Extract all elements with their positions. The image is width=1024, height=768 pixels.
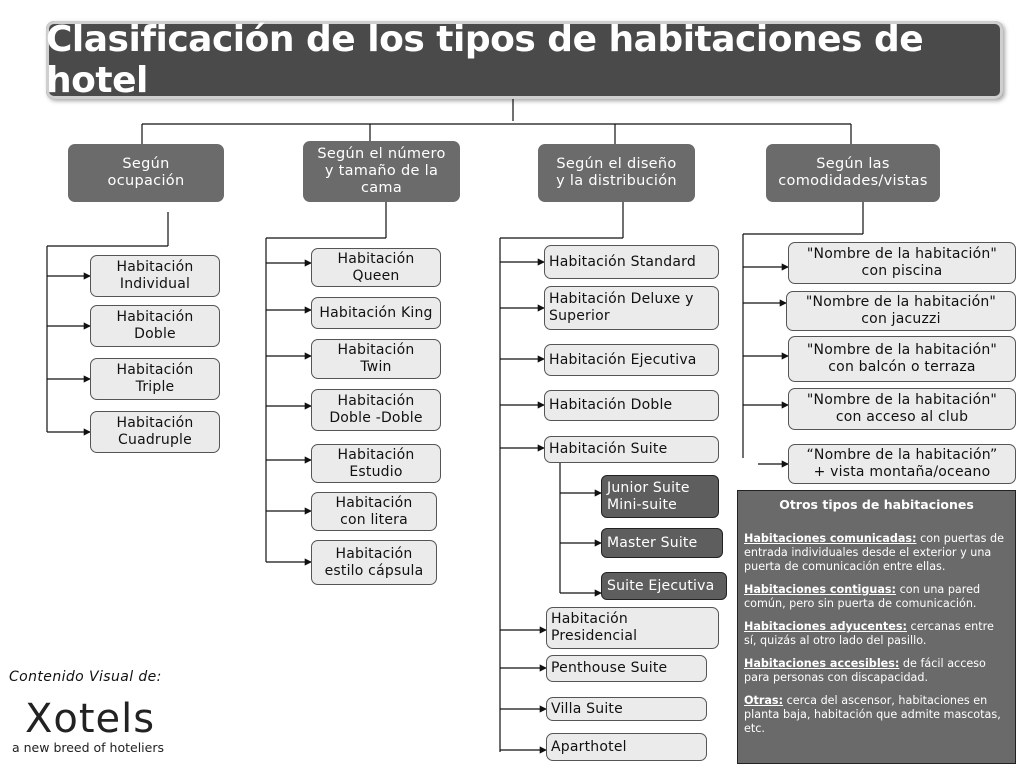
room-type-item: Villa Suite [546,697,707,721]
room-type-item: Habitación Individual [90,255,220,297]
room-type-item: Habitación Ejecutiva [544,344,719,376]
room-type-item: "Nombre de la habitación" con acceso al club [788,388,1016,430]
room-type-item: Habitación Deluxe y Superior [544,286,719,330]
room-type-item: Habitación Estudio [311,444,441,483]
page-title: Clasificación de los tipos de habitaciones de hotel [46,21,1003,99]
other-room-type-entry [744,694,1009,736]
room-type-item: Habitación Doble -Doble [311,389,441,431]
brand-logo: Xotels [25,696,156,742]
room-type-item: Aparthotel [546,733,707,761]
suite-subtype-item: Junior Suite Mini-suite [601,475,719,518]
category-ocupacion: Según ocupación [68,144,224,202]
other-room-type-entry [744,532,1009,574]
other-room-type-term: Habitaciones adyucentes: [744,620,907,633]
room-type-item: Habitación Doble [544,390,719,421]
room-type-item: Habitación estilo cápsula [311,540,437,585]
other-room-type-desc: con una pared común, pero sin puerta de comunicación. [744,583,981,610]
other-room-type-desc: cerca del ascensor, habitaciones en planta baja, habitación que admite mascotas, etc. [744,694,1001,735]
credit-label: Contenido Visual de: [9,669,162,685]
category-cama: Según el número y tamaño de la cama [303,141,460,202]
category-comodidades: Según las comodidades/vistas [766,144,940,202]
other-room-type-term: Habitaciones comunicadas: [744,532,917,545]
room-type-item: Habitación Suite [544,436,719,463]
other-room-type-desc: cercanas entre sí, quizás al otro lado del pasillo. [744,620,994,647]
room-type-item: Habitación Doble [90,305,220,347]
room-type-item: "Nombre de la habitación" con balcón o terraza [788,336,1016,382]
other-room-type-entry [744,620,1009,648]
room-type-item: "Nombre de la habitación" con jacuzzi [786,291,1016,331]
room-type-item: Habitación Cuadruple [90,411,220,453]
brand-tagline: a new breed of hoteliers [12,740,165,755]
suite-subtype-item: Suite Ejecutiva [601,572,727,600]
other-room-type-term: Habitaciones contiguas: [744,583,897,596]
room-type-item: Penthouse Suite [546,655,707,682]
room-type-item: “Nombre de la habitación” + vista montaña/oceano [788,444,1016,484]
other-room-type-term: Habitaciones accesibles: [744,657,900,670]
other-room-type-term: Otras: [744,694,784,707]
room-type-item: Habitación Standard [544,245,719,279]
other-room-type-entry [744,657,1009,685]
other-room-type-desc: de fácil acceso para personas con discapacidad. [744,657,986,684]
room-type-item: Habitación Triple [90,358,220,400]
room-type-item: Habitación King [311,297,441,329]
room-type-item: Habitación Queen [311,248,441,287]
suite-subtype-item: Master Suite [601,528,723,558]
other-room-types-title: Otros tipos de habitaciones [779,497,974,512]
room-type-item: Habitación con litera [311,492,437,531]
room-type-item: "Nombre de la habitación" con piscina [788,242,1016,284]
room-type-item: Habitación Twin [311,339,441,379]
room-type-item: Habitación Presidencial [546,607,719,649]
other-room-type-desc: con puertas de entrada individuales desde el exterior y una puerta de comunicación entre ellas. [744,532,1005,573]
other-room-type-entry [744,583,1009,611]
other-room-types-box [737,490,1016,764]
category-diseno: Según el diseño y la distribución [538,144,695,202]
